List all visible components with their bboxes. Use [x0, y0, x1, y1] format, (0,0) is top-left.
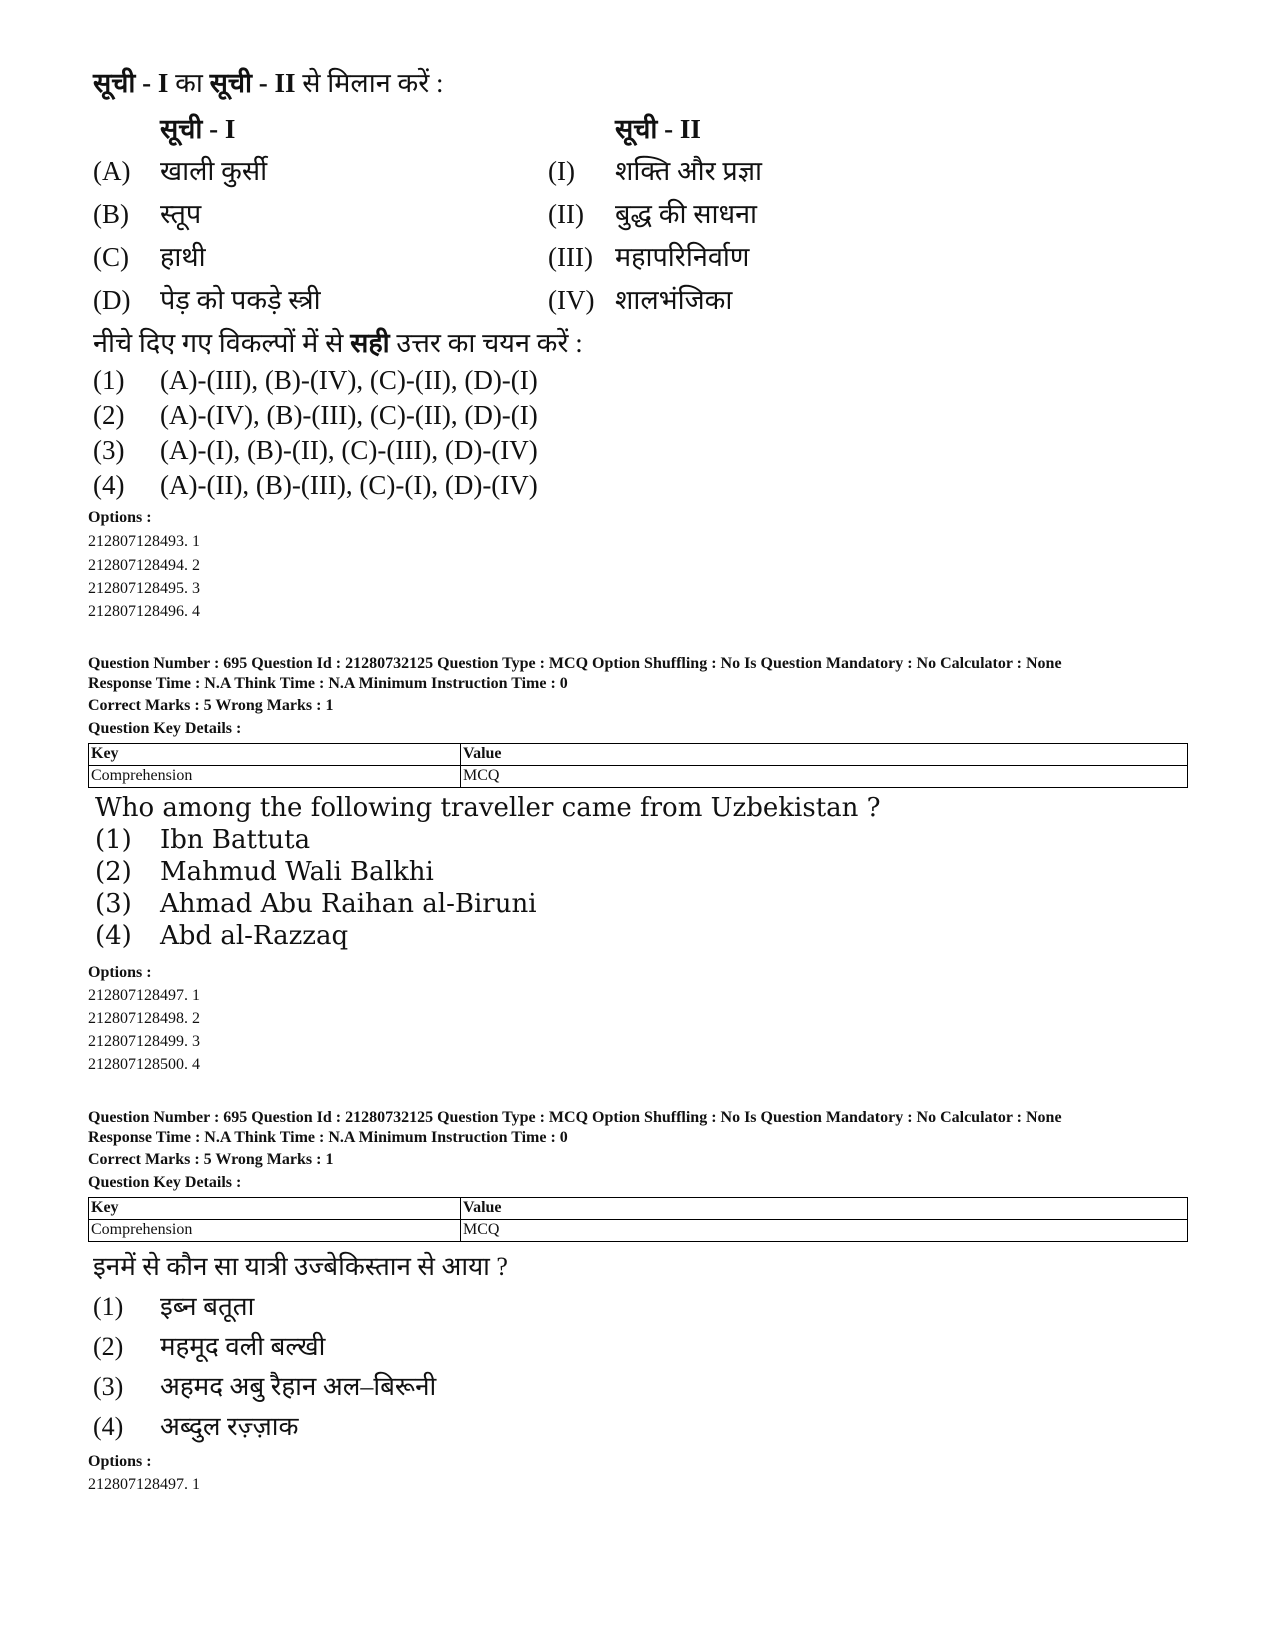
- match-question-prompt: [93, 66, 444, 100]
- instruction-emphasis: सही: [350, 328, 390, 358]
- question-meta-line: Question Number : 695 Question Id : 21280732125 Question Type : MCQ Option Shuffling : No Is Question Mandatory : No Calculator : None: [88, 1109, 1062, 1126]
- question-meta-line: Response Time : N.A Think Time : N.A Minimum Instruction Time : 0: [88, 1129, 568, 1146]
- option-id: 212807128498. 2: [88, 1010, 200, 1027]
- table-row: [89, 1220, 1188, 1242]
- options-label: Options :: [88, 1453, 152, 1470]
- choice-text: अहमद अबु रैहान अल–बिरूनी: [160, 1372, 437, 1401]
- table-header-key: Key: [89, 1198, 461, 1220]
- choice-number: (4): [93, 470, 125, 500]
- table-header-value: Value: [461, 1198, 1188, 1220]
- row-roman: (IV): [548, 285, 595, 315]
- option-id: 212807128500. 4: [88, 1056, 200, 1073]
- list1-item: खाली कुर्सी: [160, 156, 268, 186]
- options-label: Options :: [88, 964, 152, 981]
- table-cell-key: Comprehension: [89, 766, 461, 788]
- instruction-head: नीचे दिए गए विकल्पों में से: [93, 328, 351, 358]
- marks-line: Correct Marks : 5 Wrong Marks : 1: [88, 697, 334, 714]
- key-details-label: Question Key Details :: [88, 720, 242, 737]
- row-roman: (III): [548, 242, 593, 272]
- list1-item: पेड़ को पकड़े स्त्री: [160, 285, 321, 315]
- choice-number: (1): [93, 365, 125, 395]
- option-id: 212807128497. 1: [88, 987, 200, 1004]
- table-cell-key: Comprehension: [89, 1220, 461, 1242]
- prompt-connector: का: [168, 68, 210, 98]
- choice-text: महमूद वली बल्खी: [160, 1332, 326, 1361]
- answer-instruction: [93, 326, 583, 360]
- table-header-key: Key: [89, 744, 461, 766]
- choice-number: (3): [95, 889, 132, 919]
- option-id: 212807128494. 2: [88, 557, 200, 574]
- list2-heading: सूची - II: [615, 114, 701, 144]
- key-details-table: [88, 743, 1188, 788]
- instruction-tail: उत्तर का चयन करें :: [389, 328, 583, 358]
- choice-number: (3): [93, 435, 125, 465]
- option-id: 212807128495. 3: [88, 580, 200, 597]
- choice-number: (1): [95, 825, 132, 855]
- list1-ref: सूची - I: [93, 68, 169, 98]
- option-id: 212807128496. 4: [88, 603, 200, 620]
- option-id: 212807128499. 3: [88, 1033, 200, 1050]
- choice-text: (A)-(IV), (B)-(III), (C)-(II), (D)-(I): [160, 400, 538, 430]
- row-letter: (D): [93, 285, 131, 315]
- option-id: 212807128497. 1: [88, 1476, 200, 1493]
- question-text: इनमें से कौन सा यात्री उज्बेकिस्तान से आया ?: [93, 1252, 508, 1281]
- choice-text: (A)-(III), (B)-(IV), (C)-(II), (D)-(I): [160, 365, 538, 395]
- table-cell-value: MCQ: [461, 766, 1188, 788]
- choice-text: इब्न बतूता: [160, 1292, 255, 1321]
- table-row: [89, 766, 1188, 788]
- choice-text: अब्दुल रज़्ज़ाक: [160, 1412, 299, 1441]
- row-letter: (C): [93, 242, 129, 272]
- list1-heading: सूची - I: [160, 114, 236, 144]
- choice-number: (1): [93, 1292, 124, 1321]
- choice-number: (4): [93, 1412, 124, 1441]
- table-header-row: [89, 1198, 1188, 1220]
- choice-number: (2): [93, 400, 125, 430]
- list2-item: शालभंजिका: [615, 285, 733, 315]
- choice-number: (2): [93, 1332, 124, 1361]
- question-meta-line: Question Number : 695 Question Id : 21280732125 Question Type : MCQ Option Shuffling : No Is Question Mandatory : No Calculator : None: [88, 655, 1062, 672]
- table-cell-value: MCQ: [461, 1220, 1188, 1242]
- list2-item: बुद्ध की साधना: [615, 199, 758, 229]
- choice-text: Abd al-Razzaq: [160, 921, 349, 951]
- list2-ref: सूची - II: [209, 68, 296, 98]
- choice-text: (A)-(II), (B)-(III), (C)-(I), (D)-(IV): [160, 470, 538, 500]
- choice-text: Ahmad Abu Raihan al-Biruni: [160, 889, 537, 919]
- table-header-value: Value: [461, 744, 1188, 766]
- list2-item: शक्ति और प्रज्ञा: [615, 156, 763, 186]
- choice-text: Ibn Battuta: [160, 825, 311, 855]
- choice-number: (2): [95, 857, 132, 887]
- choice-number: (3): [93, 1372, 124, 1401]
- list1-item: हाथी: [160, 242, 206, 272]
- choice-text: Mahmud Wali Balkhi: [160, 857, 434, 887]
- choice-number: (4): [95, 921, 132, 951]
- options-label: Options :: [88, 509, 152, 526]
- key-details-label: Question Key Details :: [88, 1174, 242, 1191]
- question-text: Who among the following traveller came from Uzbekistan ?: [95, 793, 881, 823]
- list1-item: स्तूप: [160, 199, 202, 229]
- table-header-row: [89, 744, 1188, 766]
- list2-item: महापरिनिर्वाण: [615, 242, 750, 272]
- prompt-tail: से मिलान करें :: [295, 68, 444, 98]
- option-id: 212807128493. 1: [88, 533, 200, 550]
- row-letter: (B): [93, 199, 129, 229]
- marks-line: Correct Marks : 5 Wrong Marks : 1: [88, 1151, 334, 1168]
- row-roman: (II): [548, 199, 584, 229]
- key-details-table: [88, 1197, 1188, 1242]
- question-meta-line: Response Time : N.A Think Time : N.A Minimum Instruction Time : 0: [88, 675, 568, 692]
- row-roman: (I): [548, 156, 575, 186]
- choice-text: (A)-(I), (B)-(II), (C)-(III), (D)-(IV): [160, 435, 538, 465]
- row-letter: (A): [93, 156, 131, 186]
